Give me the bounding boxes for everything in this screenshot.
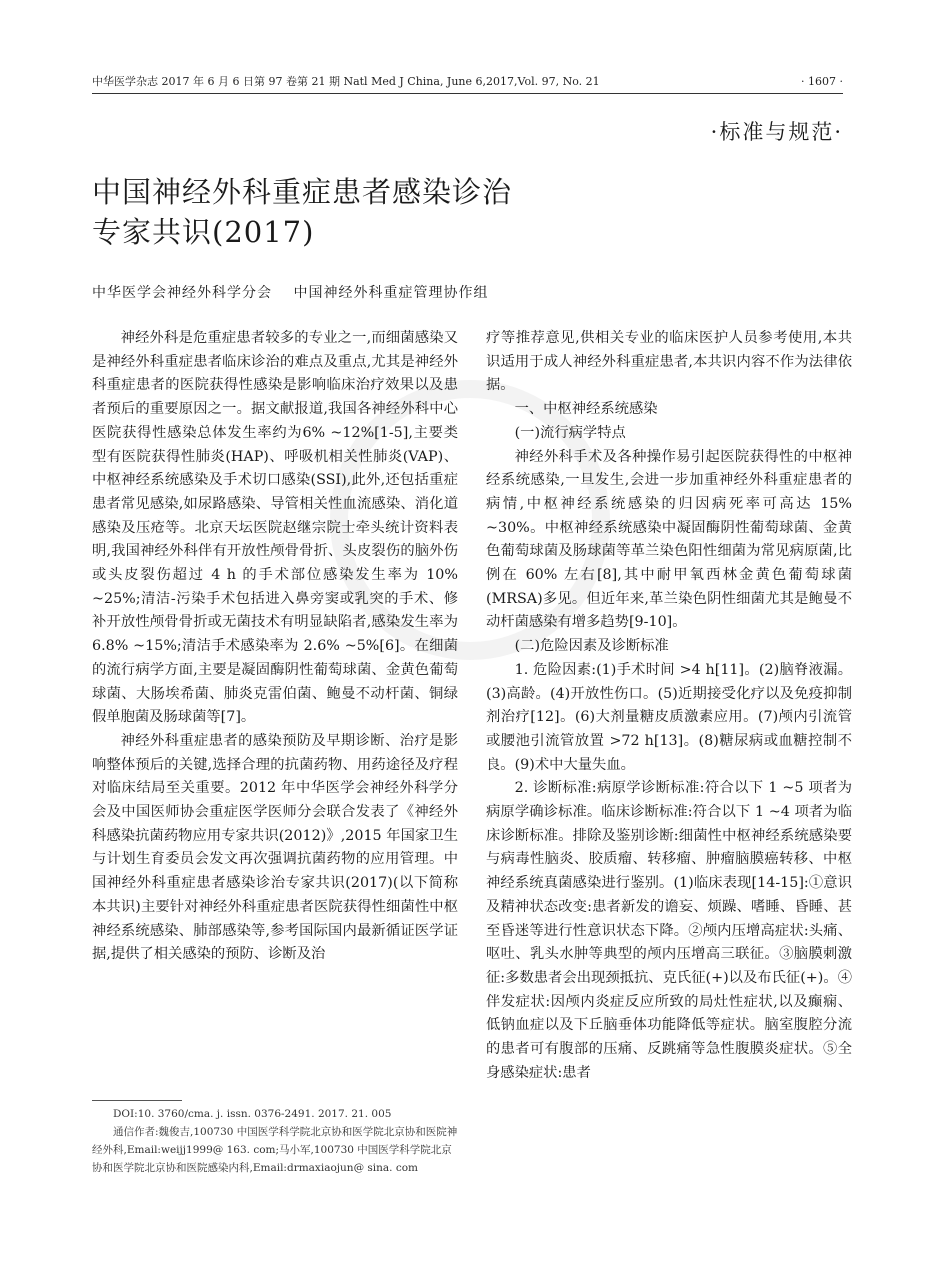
section-tag: ·标准与规范· — [710, 120, 843, 144]
running-header — [92, 75, 843, 94]
article-title — [92, 172, 652, 252]
paragraph: 2. 诊断标准:病原学诊断标准:符合以下 1 ~5 项者为病原学确诊标准。临床诊断标准:符合以下 1 ~4 项者为临床诊断标准。排除及鉴别诊断:细菌性中枢神经系统感染要与病毒性脑炎、胶质瘤、转移瘤、肿瘤脑膜癌转移、中枢神经系统真菌感染进行鉴别。(1)临床表现[14-15]:①意识及精神状态改变:患者新发的谵妄、烦躁、嗜睡、昏睡、甚至昏迷等进行性意识状态下降。②颅内压增高症状:头痛、呕吐、乳头水肿等典型的颅内压增高三联征。③脑膜刺激征:多数患者会出现颈抵抗、克氏征(+)以及布氏征(+)。④伴发症状:因颅内炎症反应所致的局灶性症状,以及癫痫、低钠血症以及下丘脑垂体功能降低等症状。脑室腹腔分流的患者可有腹部的压痛、反跳痛等急性腹膜炎症状。⑤全身感染症状:患者 — [486, 780, 852, 1081]
section-heading: 一、中枢神经系统感染 — [514, 401, 658, 418]
author-org-2: 中国神经外科重症管理协作组 — [293, 285, 489, 301]
left-column — [92, 327, 458, 967]
title-line-2: 专家共识(2017) — [92, 215, 315, 249]
author-orgs — [92, 282, 488, 302]
author-org-1: 中华医学会神经外科学分会 — [92, 285, 272, 301]
journal-citation: 中华医学杂志 2017 年 6 月 6 日第 97 卷第 21 期 Natl Med J China, June 6,2017,Vol. 97, No. 21 — [92, 75, 600, 88]
paragraph: 疗等推荐意见,供相关专业的临床医护人员参考使用,本共识适用于成人神经外科重症患者,本共识内容不作为法律依据。 — [486, 330, 852, 394]
paragraph: 1. 危险因素:(1)手术时间 >4 h[11]。(2)脑脊液漏。(3)高龄。(4)开放性伤口。(5)近期接受化疗以及免疫抑制剂治疗[12]。(6)大剂量糖皮质激素应用。(7)颅内引流管或腰池引流管放置 >72 h[13]。(8)糖尿病或血糖控制不良。(9)术中大量失血。 — [486, 661, 852, 773]
subsection-heading: (一)流行病学特点 — [514, 424, 626, 441]
right-column — [486, 327, 852, 1086]
page-number: · 1607 · — [801, 75, 843, 88]
paragraph: 神经外科是危重症患者较多的专业之一,而细菌感染又是神经外科重症患者临床诊治的难点及重点,尤其是神经外科重症患者的医院获得性感染是影响临床治疗效果以及患者预后的重要原因之一。据文献报道,我国各神经外科中心医院获得性感染总体发生率约为6% ~12%[1-5],主要类型有医院获得性肺炎(HAP)、呼吸机相关性肺炎(VAP)、中枢神经系统感染及手术切口感染(SSI),此外,还包括重症患者常见感染,如尿路感染、导管相关性血流感染、消化道感染及压疮等。北京天坛医院赵继宗院士牵头统计资料表明,我国神经外科伴有开放性颅骨骨折、头皮裂伤的脑外伤或头皮裂伤超过 4 h 的手术部位感染发生率为 10% ~25%;清洁-污染手术包括进入鼻旁窦或乳突的手术、修补开放性颅骨骨折或无菌技术有明显缺陷者,感染发生率为6.8% ~15%;清洁手术感染率为 2.6% ~5%[6]。在细菌的流行病学方面,主要是凝固酶阴性葡萄球菌、金黄色葡萄球菌、大肠埃希菌、肺炎克雷伯菌、鲍曼不动杆菌、铜绿假单胞菌及肠球菌等[7]。 — [92, 330, 458, 726]
title-line-1: 中国神经外科重症患者感染诊治 — [92, 175, 513, 209]
doi: DOI:10. 3760/cma. j. issn. 0376-2491. 2017. 21. 005 — [113, 1108, 392, 1120]
paragraph: 神经外科重症患者的感染预防及早期诊断、治疗是影响整体预后的关键,选择合理的抗菌药物、用药途径及疗程对临床结局至关重要。2012 年中华医学会神经外科学分会及中国医师协会重症医学医师分会联合发表了《神经外科感染抗菌药物应用专家共识(2012)》,2015 年国家卫生与计划生育委员会发文再次强调抗菌药物的应用管理。中国神经外科重症患者感染诊治专家共识(2017)(以下简称本共识)主要针对神经外科重症患者医院获得性细菌性中枢神经系统感染、肺部感染等,参考国际国内最新循证医学证据,提供了相关感染的预防、诊断及治 — [92, 732, 458, 963]
paragraph: 神经外科手术及各种操作易引起医院获得性的中枢神经系统感染,一旦发生,会进一步加重神经外科重症患者的病情,中枢神经系统感染的归因病死率可高达 15% ~30%。中枢神经系统感染中凝固酶阴性葡萄球菌、金黄色葡萄球菌及肠球菌等革兰染色阳性细菌为常见病原菌,比例在 60% 左右[8],其中耐甲氧西林金黄色葡萄球菌(MRSA)多见。但近年来,革兰染色阴性细菌尤其是鲍曼不动杆菌感染有增多趋势[9-10]。 — [486, 448, 852, 631]
footnotes — [92, 1100, 458, 1177]
subsection-heading: (二)危险因素及诊断标准 — [514, 638, 669, 655]
footnote-divider — [92, 1100, 182, 1101]
corresponding-author: 通信作者:魏俊吉,100730 中国医学科学院北京协和医学院北京协和医院神经外科,Email:weijj1999@ 163. com;马小军,100730 中国医学科学院北京协和医学院北京协和医院感染内科,Email:drmaxiaojun@ sina. com — [92, 1126, 458, 1174]
